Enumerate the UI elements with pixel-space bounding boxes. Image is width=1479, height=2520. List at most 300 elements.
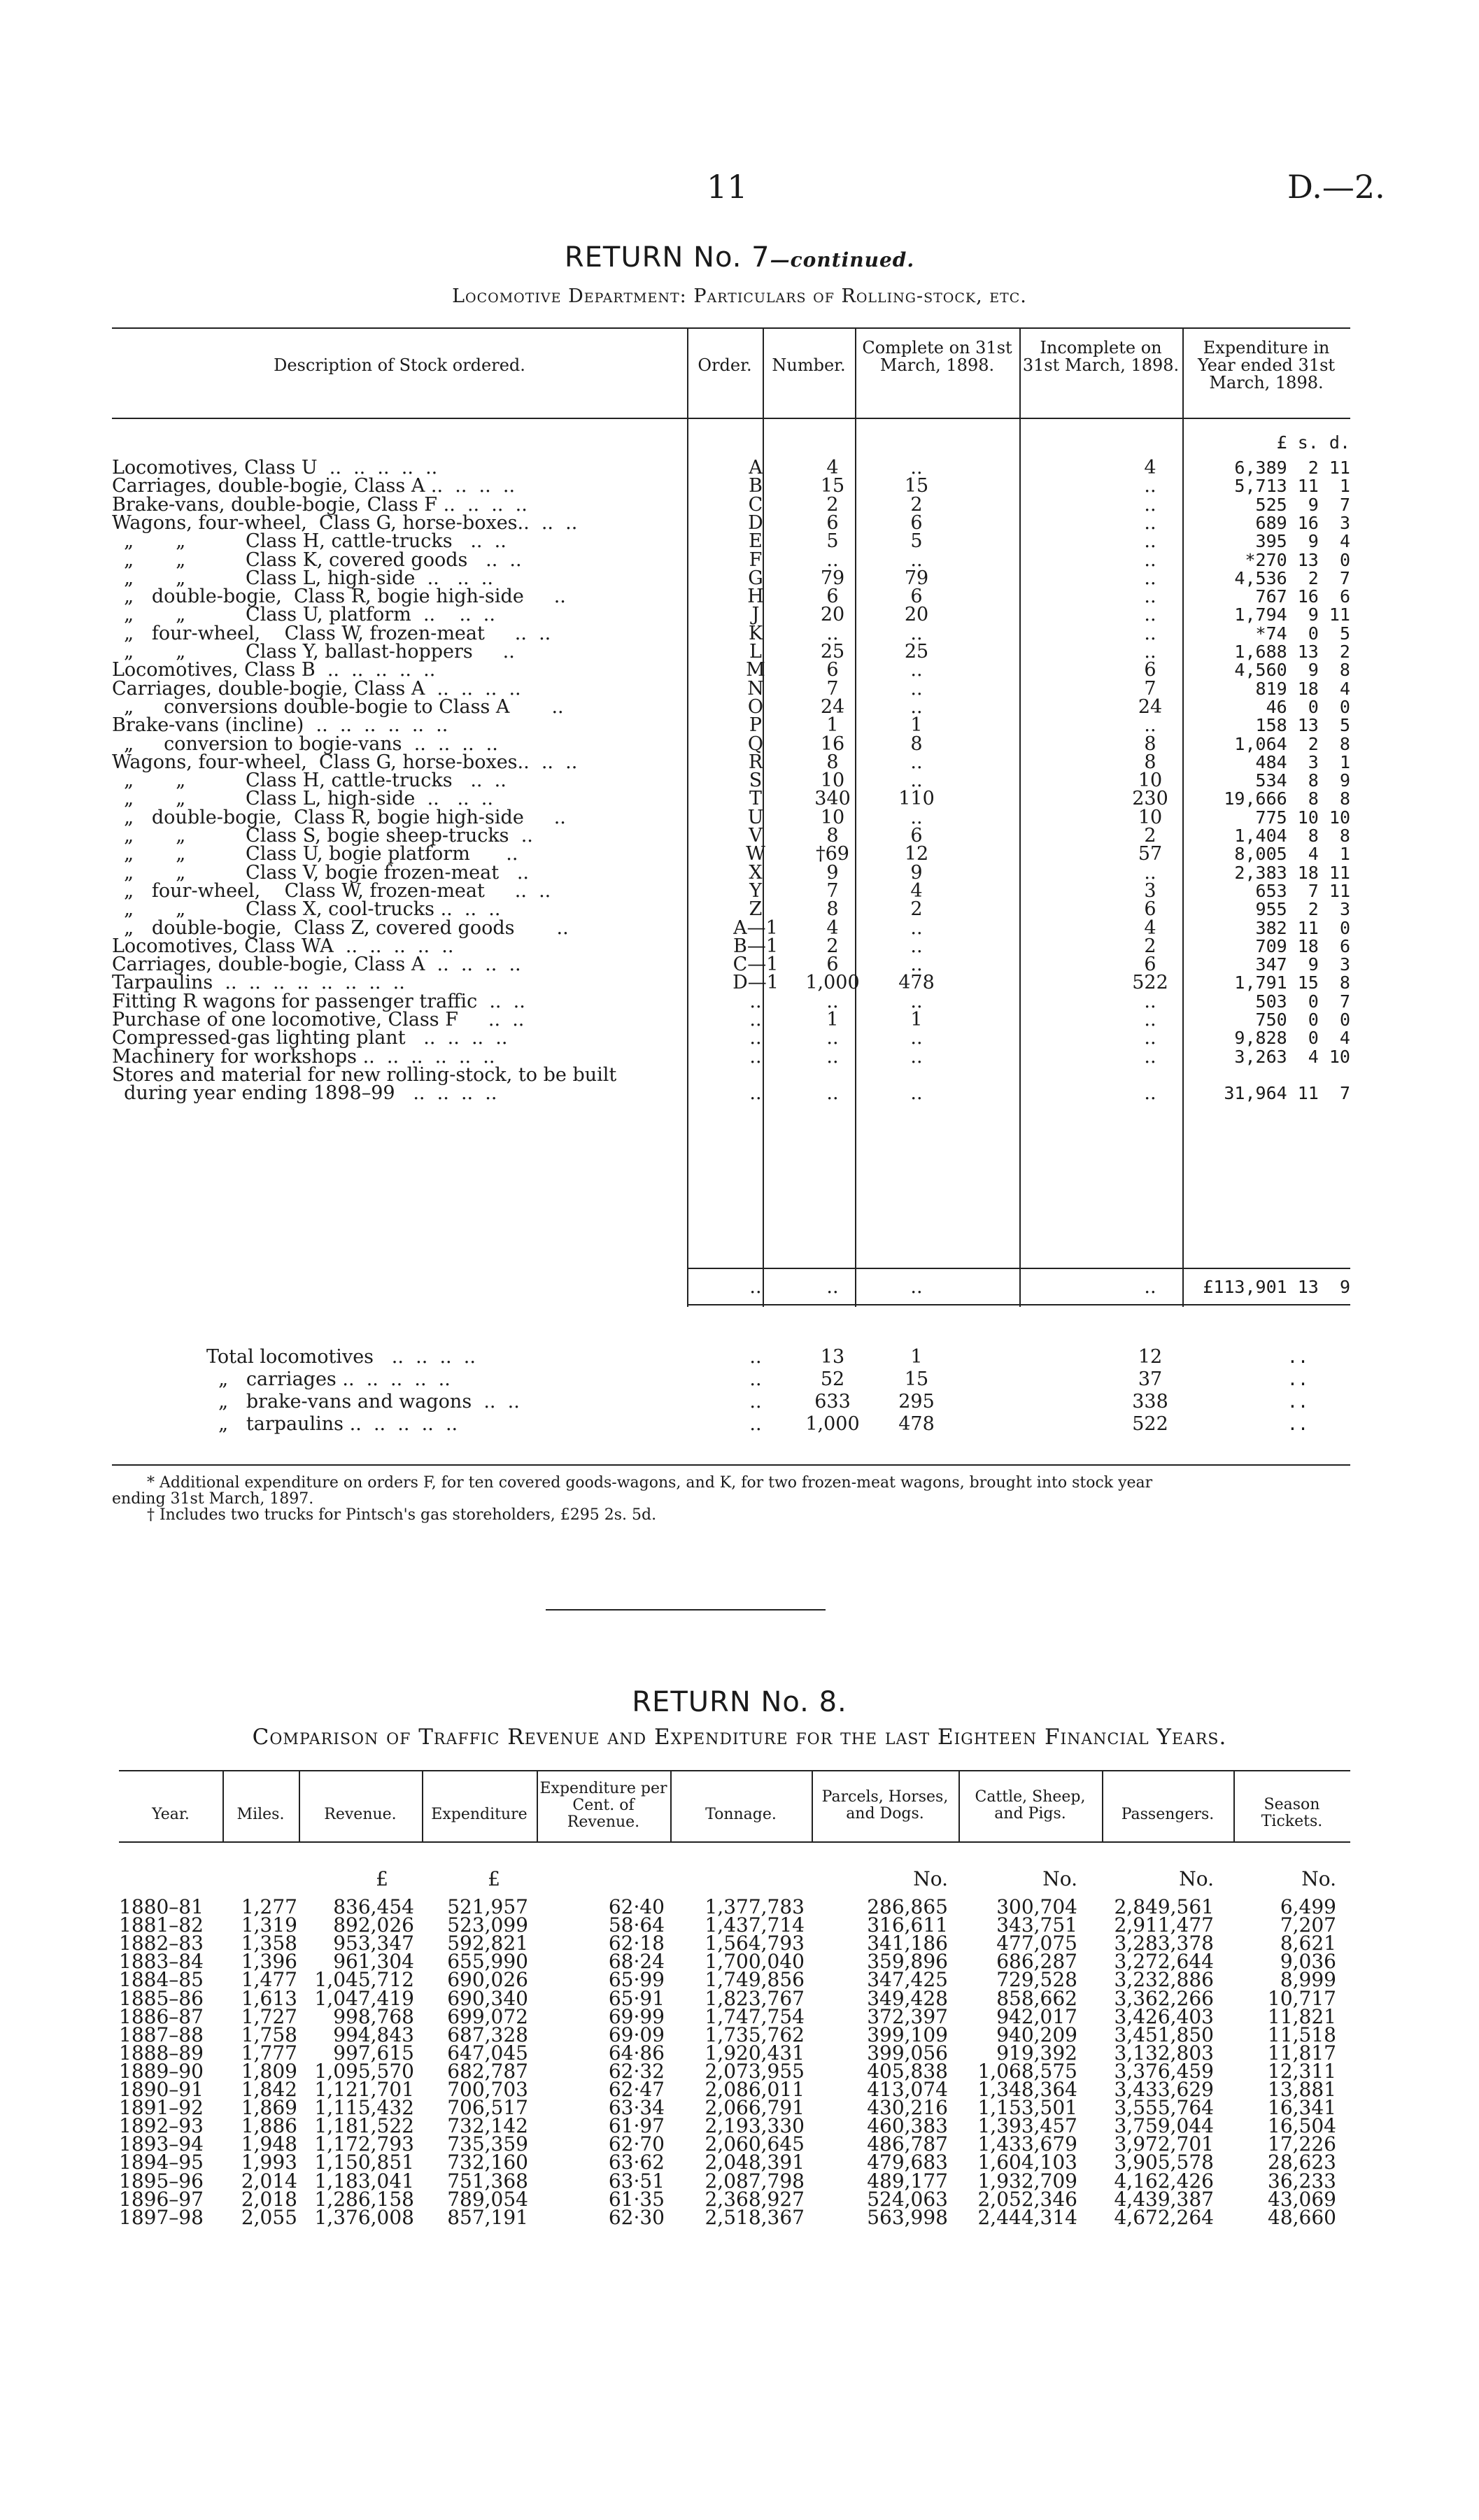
row-number: 2 (826, 935, 839, 957)
cell-tonnage: 2,368,927 (705, 2187, 805, 2211)
cell-revenue: 998,768 (333, 2004, 414, 2028)
cell-expenditure: 732,142 (447, 2114, 528, 2138)
row-complete: .. (910, 548, 923, 571)
row-complete: .. (910, 1082, 923, 1105)
cell-expenditure: 857,191 (447, 2205, 528, 2229)
row-expenditure: 484 3 1 (1255, 751, 1350, 772)
row-incomplete: .. (1144, 861, 1156, 884)
row-expenditure: 46 0 0 (1266, 696, 1350, 717)
table-row (112, 1028, 1350, 1047)
table-row (112, 916, 1350, 939)
row-incomplete: 2 (1144, 935, 1156, 957)
return8-header-rule (119, 1841, 1350, 1843)
row-description: „ conversions double-bogie to Class A .. (112, 695, 564, 718)
cell-season: 11,821 (1268, 2004, 1336, 2028)
row-complete: 4 (910, 879, 923, 902)
row-complete: .. (910, 770, 923, 792)
row-description: „ „ Class U, bogie platform .. (112, 843, 518, 865)
totals-expenditure: .. (1287, 1392, 1308, 1412)
row-order: W (746, 843, 765, 865)
row-expenditure: 9,828 0 4 (1234, 1028, 1350, 1049)
cell-cattle: 940,209 (996, 2023, 1077, 2046)
row-incomplete: 8 (1144, 751, 1156, 773)
row-expenditure: 3,263 4 10 (1234, 1046, 1350, 1067)
cell-expenditure: 789,054 (447, 2187, 528, 2211)
cell-passengers: 3,555,764 (1114, 2096, 1214, 2120)
table-row (112, 624, 1350, 643)
totals-expenditure: .. (1287, 1369, 1308, 1389)
row-number: 8 (826, 898, 839, 921)
cell-passengers: 3,451,850 (1114, 2023, 1214, 2046)
table-row (112, 955, 1350, 974)
table-row (112, 826, 1350, 845)
row-description: Machinery for workshops .. .. .. .. .. .. (112, 1045, 495, 1068)
header-expenditure: Expenditure in Year ended 31st March, 1898. (1197, 338, 1336, 392)
return7-title-text: RETURN No. 7 (564, 241, 770, 274)
header-miles: Miles. (236, 1806, 285, 1823)
table-row (112, 587, 1350, 606)
header-cattle: Cattle, Sheep, and Pigs. (975, 1788, 1086, 1822)
table-row (112, 863, 1350, 882)
row-complete: .. (910, 695, 923, 718)
row-complete: 20 (904, 604, 929, 626)
cell-revenue: 1,047,419 (314, 1986, 414, 2010)
row-number: 20 (820, 604, 845, 626)
row-incomplete: .. (1144, 1009, 1156, 1031)
row-complete: 79 (904, 567, 929, 589)
cell-tonnage: 1,747,754 (705, 2004, 805, 2028)
row-complete: .. (910, 751, 923, 773)
return7-header-rule (112, 418, 1350, 419)
cell-expenditure: 592,821 (447, 1932, 528, 1955)
total-rule-bottom (687, 1304, 1350, 1305)
row-complete: 110 (898, 788, 935, 810)
row-incomplete: 3 (1144, 879, 1156, 902)
table-row (112, 458, 1350, 477)
currency-units: £ s. d. (1276, 432, 1350, 453)
row-incomplete: 10 (1138, 806, 1163, 828)
row-incomplete: .. (1144, 1045, 1156, 1068)
row-incomplete: .. (1144, 641, 1156, 663)
units-row (119, 1869, 1350, 1889)
row-incomplete: .. (1144, 567, 1156, 589)
cell-miles: 1,869 (241, 2096, 297, 2120)
row-number: 25 (820, 641, 845, 663)
row-complete: .. (910, 990, 923, 1012)
row-incomplete: 230 (1132, 788, 1168, 810)
row-description: „ „ Class Y, ballast-hoppers .. (112, 641, 515, 663)
unit-cattle: No. (1042, 1867, 1077, 1890)
row-description: „ four-wheel, Class W, frozen-meat .. .. (112, 879, 551, 902)
table-row (112, 495, 1350, 514)
cell-percent: 61·97 (608, 2114, 665, 2138)
cell-year: 1896–97 (119, 2187, 204, 2211)
row-incomplete: 24 (1138, 695, 1163, 718)
row-expenditure: 5,713 11 1 (1234, 476, 1350, 497)
row-order: .. (749, 990, 762, 1012)
cell-miles: 1,358 (241, 1932, 297, 1955)
cell-revenue: 1,115,432 (314, 2096, 414, 2120)
row-incomplete: 6 (1144, 898, 1156, 921)
cell-season: 48,660 (1268, 2205, 1336, 2229)
row-order: X (749, 861, 763, 884)
row-number: 10 (820, 770, 845, 792)
cell-revenue: 953,347 (333, 1932, 414, 1955)
header-percent: Expenditure per Cent. of Revenue. (539, 1780, 667, 1831)
cell-revenue: 892,026 (333, 1913, 414, 1937)
row-description: „ „ Class L, high-side .. .. .. (112, 788, 493, 810)
totals-order: .. (749, 1391, 762, 1413)
cell-expenditure: 655,990 (447, 1950, 528, 1974)
table-row (112, 532, 1350, 551)
unit-passengers: No. (1179, 1867, 1214, 1890)
totals-order: .. (749, 1413, 762, 1435)
cell-percent: 58·64 (608, 1913, 665, 1937)
row-complete: 478 (898, 972, 935, 994)
cell-expenditure: 699,072 (447, 2004, 528, 2028)
cell-cattle: 729,528 (996, 1968, 1077, 1992)
cell-passengers: 3,426,403 (1114, 2004, 1214, 2028)
row-description: Locomotives, Class WA .. .. .. .. .. (112, 935, 454, 957)
row-expenditure: 1,791 15 8 (1234, 972, 1350, 993)
cell-season: 16,341 (1268, 2096, 1336, 2120)
totals-order: .. (749, 1368, 762, 1390)
cell-parcels: 479,683 (867, 2151, 948, 2174)
cell-season: 28,623 (1268, 2151, 1336, 2174)
row-incomplete: .. (1144, 604, 1156, 626)
cell-expenditure: 687,328 (447, 2023, 528, 2046)
row-complete: 25 (904, 641, 929, 663)
cell-miles: 1,727 (241, 2004, 297, 2028)
cell-parcels: 460,383 (867, 2114, 948, 2138)
row-number: 8 (826, 751, 839, 773)
table-row (112, 973, 1350, 992)
row-complete: 6 (910, 586, 923, 608)
total-rule (687, 1268, 1350, 1269)
table-row (112, 992, 1350, 1011)
row-number: 6 (826, 659, 839, 681)
cell-parcels: 349,428 (867, 1986, 948, 2010)
row-number: 10 (820, 806, 845, 828)
row-description: Stores and material for new rolling-stock, to be built (112, 1063, 617, 1086)
cell-parcels: 399,056 (867, 2041, 948, 2065)
cell-year: 1889–90 (119, 2059, 204, 2083)
row-description: „ conversion to bogie-vans .. .. .. .. (112, 732, 498, 755)
row-expenditure: 1,794 9 11 (1234, 604, 1350, 625)
cell-miles: 1,886 (241, 2114, 297, 2138)
row-complete: .. (910, 1027, 923, 1049)
row-order: .. (749, 1009, 762, 1031)
row-order: R (748, 751, 763, 773)
cell-percent: 69·09 (608, 2023, 665, 2046)
row-description: Wagons, four-wheel, Class G, horse-boxes.. .. .. (112, 751, 578, 773)
table-row (112, 476, 1350, 495)
cell-miles: 1,993 (241, 2151, 297, 2174)
row-complete: 2 (910, 493, 923, 516)
table-row (112, 569, 1350, 588)
cell-cattle: 1,348,364 (977, 2078, 1077, 2101)
totals-complete: 478 (898, 1413, 935, 1435)
row-incomplete: .. (1144, 990, 1156, 1012)
row-incomplete: .. (1144, 714, 1156, 737)
stores-row-line2 (112, 1084, 1350, 1103)
grand-total-expenditure: £113,901 13 9 (1203, 1277, 1350, 1297)
row-order: C (748, 493, 763, 516)
row-order: .. (749, 1082, 762, 1105)
totals-number: 13 (820, 1346, 845, 1368)
grand-total-order: .. (749, 1276, 762, 1298)
row-order: D (748, 511, 763, 534)
row-order: H (747, 586, 764, 608)
cell-parcels: 286,865 (867, 1895, 948, 1918)
cell-tonnage: 2,073,955 (705, 2059, 805, 2083)
cell-tonnage: 1,700,040 (705, 1950, 805, 1974)
footnote-asterisk: * Additional expenditure on orders F, for ten covered goods-wagons, and K, for two frozen-meat wagons, brought into stock year (147, 1474, 1153, 1492)
cell-revenue: 994,843 (333, 2023, 414, 2046)
row-expenditure: 955 2 3 (1255, 899, 1350, 920)
cell-parcels: 430,216 (867, 2096, 948, 2120)
cell-percent: 62·32 (608, 2059, 665, 2083)
row-complete: .. (910, 935, 923, 957)
cell-revenue: 1,286,158 (314, 2187, 414, 2211)
return8-title: RETURN No. 8. (632, 1686, 847, 1718)
return7-top-rule (112, 327, 1350, 329)
cell-revenue: 961,304 (333, 1950, 414, 1974)
row-incomplete: .. (1144, 493, 1156, 516)
cell-expenditure: 523,099 (447, 1913, 528, 1937)
row-incomplete: 10 (1138, 770, 1163, 792)
cell-passengers: 2,911,477 (1114, 1913, 1214, 1937)
cell-cattle: 686,287 (996, 1950, 1077, 1974)
cell-miles: 2,018 (241, 2187, 297, 2211)
header-number: Number. (772, 355, 846, 375)
footnote-asterisk-cont: ending 31st March, 1897. (112, 1490, 314, 1508)
cell-season: 43,069 (1268, 2187, 1336, 2211)
row-complete: 5 (910, 530, 923, 553)
cell-miles: 1,948 (241, 2132, 297, 2156)
cell-tonnage: 2,060,645 (705, 2132, 805, 2156)
cell-season: 10,717 (1268, 1986, 1336, 2010)
row-expenditure: 1,404 8 8 (1234, 826, 1350, 846)
row-order: E (749, 530, 763, 553)
row-number: 2 (826, 493, 839, 516)
row-incomplete: 8 (1144, 732, 1156, 755)
cell-parcels: 413,074 (867, 2078, 948, 2101)
unit-revenue: £ (376, 1867, 388, 1890)
cell-year: 1886–87 (119, 2004, 204, 2028)
cell-parcels: 563,998 (867, 2205, 948, 2229)
row-order: B—1 (733, 935, 779, 957)
row-expenditure: 653 7 11 (1255, 880, 1350, 901)
return8-subtitle: Comparison of Traffic Revenue and Expenditure for the last Eighteen Financial Years. (252, 1725, 1227, 1750)
row-expenditure: 2,383 18 11 (1234, 862, 1350, 883)
row-description: „ double-bogie, Class Z, covered goods .. (112, 916, 569, 939)
header-expenditure: Expenditure (431, 1806, 528, 1823)
cell-cattle: 1,068,575 (977, 2059, 1077, 2083)
row-number: .. (826, 1045, 839, 1068)
row-order: O (747, 695, 764, 718)
cell-revenue: 1,183,041 (314, 2169, 414, 2193)
cell-cattle: 1,393,457 (977, 2114, 1077, 2138)
cell-passengers: 3,376,459 (1114, 2059, 1214, 2083)
document-reference: D.—2. (1287, 168, 1385, 206)
cell-cattle: 1,604,103 (977, 2151, 1077, 2174)
row-order: Q (747, 732, 764, 755)
cell-cattle: 2,052,346 (977, 2187, 1077, 2211)
table-row (112, 771, 1350, 790)
row-number: 16 (820, 732, 845, 755)
row-complete: .. (910, 806, 923, 828)
header-season: Season Tickets. (1261, 1796, 1323, 1830)
return7-bottom-rule (112, 1464, 1350, 1466)
row-description: Carriages, double-bogie, Class A .. .. .. .. (112, 677, 521, 700)
cell-year: 1890–91 (119, 2078, 204, 2101)
cell-miles: 1,842 (241, 2078, 297, 2101)
unit-expenditure: £ (488, 1867, 500, 1890)
row-expenditure: 1,688 13 2 (1234, 642, 1350, 662)
cell-tonnage: 2,087,798 (705, 2169, 805, 2193)
cell-revenue: 1,181,522 (314, 2114, 414, 2138)
cell-cattle: 942,017 (996, 2004, 1077, 2028)
row-description: „ „ Class L, high-side .. .. .. (112, 567, 493, 589)
header-tonnage: Tonnage. (705, 1806, 777, 1823)
row-description: Purchase of one locomotive, Class F .. .. (112, 1009, 525, 1031)
table-row (112, 1047, 1350, 1066)
page-number: 11 (707, 168, 748, 206)
cell-revenue: 997,615 (333, 2041, 414, 2065)
row-incomplete: .. (1144, 1082, 1156, 1105)
row-expenditure: 534 8 9 (1255, 770, 1350, 791)
cell-passengers: 2,849,561 (1114, 1895, 1214, 1918)
table-row (112, 511, 1350, 534)
cell-passengers: 3,905,578 (1114, 2151, 1214, 2174)
row-number: 1,000 (805, 972, 860, 994)
grand-total-incomplete: .. (1144, 1276, 1156, 1298)
table-row (112, 753, 1350, 772)
table-row (112, 660, 1350, 679)
row-description: Brake-vans, double-bogie, Class F .. .. .. .. (112, 493, 528, 516)
cell-year: 1881–82 (119, 1913, 204, 1937)
row-incomplete: .. (1144, 1027, 1156, 1049)
cell-tonnage: 2,518,367 (705, 2205, 805, 2229)
cell-expenditure: 690,026 (447, 1968, 528, 1992)
cell-passengers: 3,433,629 (1114, 2078, 1214, 2101)
cell-cattle: 1,153,501 (977, 2096, 1077, 2120)
row-number: 8 (826, 825, 839, 847)
header-year: Year. (152, 1806, 190, 1823)
row-description: Tarpaulins .. .. .. .. .. .. .. .. (112, 972, 405, 994)
row-order: N (747, 677, 764, 700)
table-row (112, 789, 1350, 808)
row-expenditure: 4,536 2 7 (1234, 567, 1350, 588)
row-order: U (747, 806, 764, 828)
row-complete: 1 (910, 714, 923, 737)
cell-expenditure: 735,359 (447, 2132, 528, 2156)
table-row (119, 2205, 1350, 2229)
cell-passengers: 3,759,044 (1114, 2114, 1214, 2138)
row-expenditure: 382 11 0 (1255, 917, 1350, 938)
totals-expenditure: .. (1287, 1347, 1308, 1367)
cell-revenue: 1,095,570 (314, 2059, 414, 2083)
row-number: 4 (826, 457, 839, 479)
cell-percent: 65·99 (608, 1968, 665, 1992)
stores-row-line1 (112, 1063, 1350, 1086)
cell-miles: 1,319 (241, 1913, 297, 1937)
header-parcels: Parcels, Horses, and Dogs. (821, 1788, 949, 1822)
row-incomplete: 57 (1138, 843, 1163, 865)
cell-percent: 62·40 (608, 1895, 665, 1918)
totals-label: „ carriages .. .. .. .. .. (206, 1368, 451, 1390)
row-description: „ double-bogie, Class R, bogie high-side .. (112, 586, 566, 608)
row-expenditure: 525 9 7 (1255, 494, 1350, 515)
row-number: .. (826, 1027, 839, 1049)
row-number: 340 (814, 788, 851, 810)
cell-percent: 63·62 (608, 2151, 665, 2174)
row-incomplete: 522 (1132, 972, 1168, 994)
cell-year: 1887–88 (119, 2023, 204, 2046)
cell-passengers: 3,272,644 (1114, 1950, 1214, 1974)
row-complete: .. (910, 622, 923, 644)
cell-year: 1884–85 (119, 1968, 204, 1992)
row-incomplete: 2 (1144, 825, 1156, 847)
totals-label: „ tarpaulins .. .. .. .. .. (206, 1413, 458, 1435)
cell-miles: 1,277 (241, 1895, 297, 1918)
cell-year: 1895–96 (119, 2169, 204, 2193)
row-number: .. (826, 548, 839, 571)
header-passengers: Passengers. (1121, 1806, 1215, 1823)
row-description: „ „ Class K, covered goods .. .. (112, 548, 522, 571)
row-incomplete: .. (1144, 530, 1156, 553)
row-order: T (749, 788, 762, 810)
cell-cattle: 1,932,709 (977, 2169, 1077, 2193)
table-row (112, 1010, 1350, 1029)
row-order: Z (749, 898, 763, 921)
row-number: .. (826, 990, 839, 1012)
cell-revenue: 1,045,712 (314, 1968, 414, 1992)
totals-row (112, 1347, 1350, 1366)
row-description: „ „ Class X, cool-trucks .. .. .. (112, 898, 501, 921)
row-incomplete: .. (1144, 548, 1156, 571)
cell-year: 1893–94 (119, 2132, 204, 2156)
header-description: Description of Stock ordered. (274, 355, 525, 375)
cell-expenditure: 647,045 (447, 2041, 528, 2065)
row-complete: .. (910, 677, 923, 700)
cell-year: 1882–83 (119, 1932, 204, 1955)
table-row (112, 844, 1350, 863)
return7-subtitle: Locomotive Department: Particulars of Rolling-stock, etc. (452, 285, 1027, 307)
row-number: 7 (826, 879, 839, 902)
row-complete: .. (910, 954, 923, 976)
row-expenditure: 775 10 10 (1255, 807, 1350, 828)
row-number: 5 (826, 530, 839, 553)
cell-percent: 62·30 (608, 2205, 665, 2229)
table-row (112, 548, 1350, 571)
cell-parcels: 399,109 (867, 2023, 948, 2046)
row-description: Locomotives, Class B .. .. .. .. .. (112, 659, 436, 681)
row-expenditure: *270 13 0 (1245, 549, 1350, 570)
totals-incomplete: 522 (1132, 1413, 1168, 1435)
row-complete: 2 (910, 898, 923, 921)
grand-total-complete: .. (910, 1276, 923, 1298)
row-order: M (746, 659, 765, 681)
row-expenditure: 689 16 3 (1255, 512, 1350, 533)
header-complete: Complete on 31st March, 1898. (862, 338, 1012, 375)
cell-revenue: 1,172,793 (314, 2132, 414, 2156)
row-expenditure: 6,389 2 11 (1234, 458, 1350, 478)
cell-passengers: 3,283,378 (1114, 1932, 1214, 1955)
row-incomplete: 6 (1144, 659, 1156, 681)
cell-percent: 68·24 (608, 1950, 665, 1974)
